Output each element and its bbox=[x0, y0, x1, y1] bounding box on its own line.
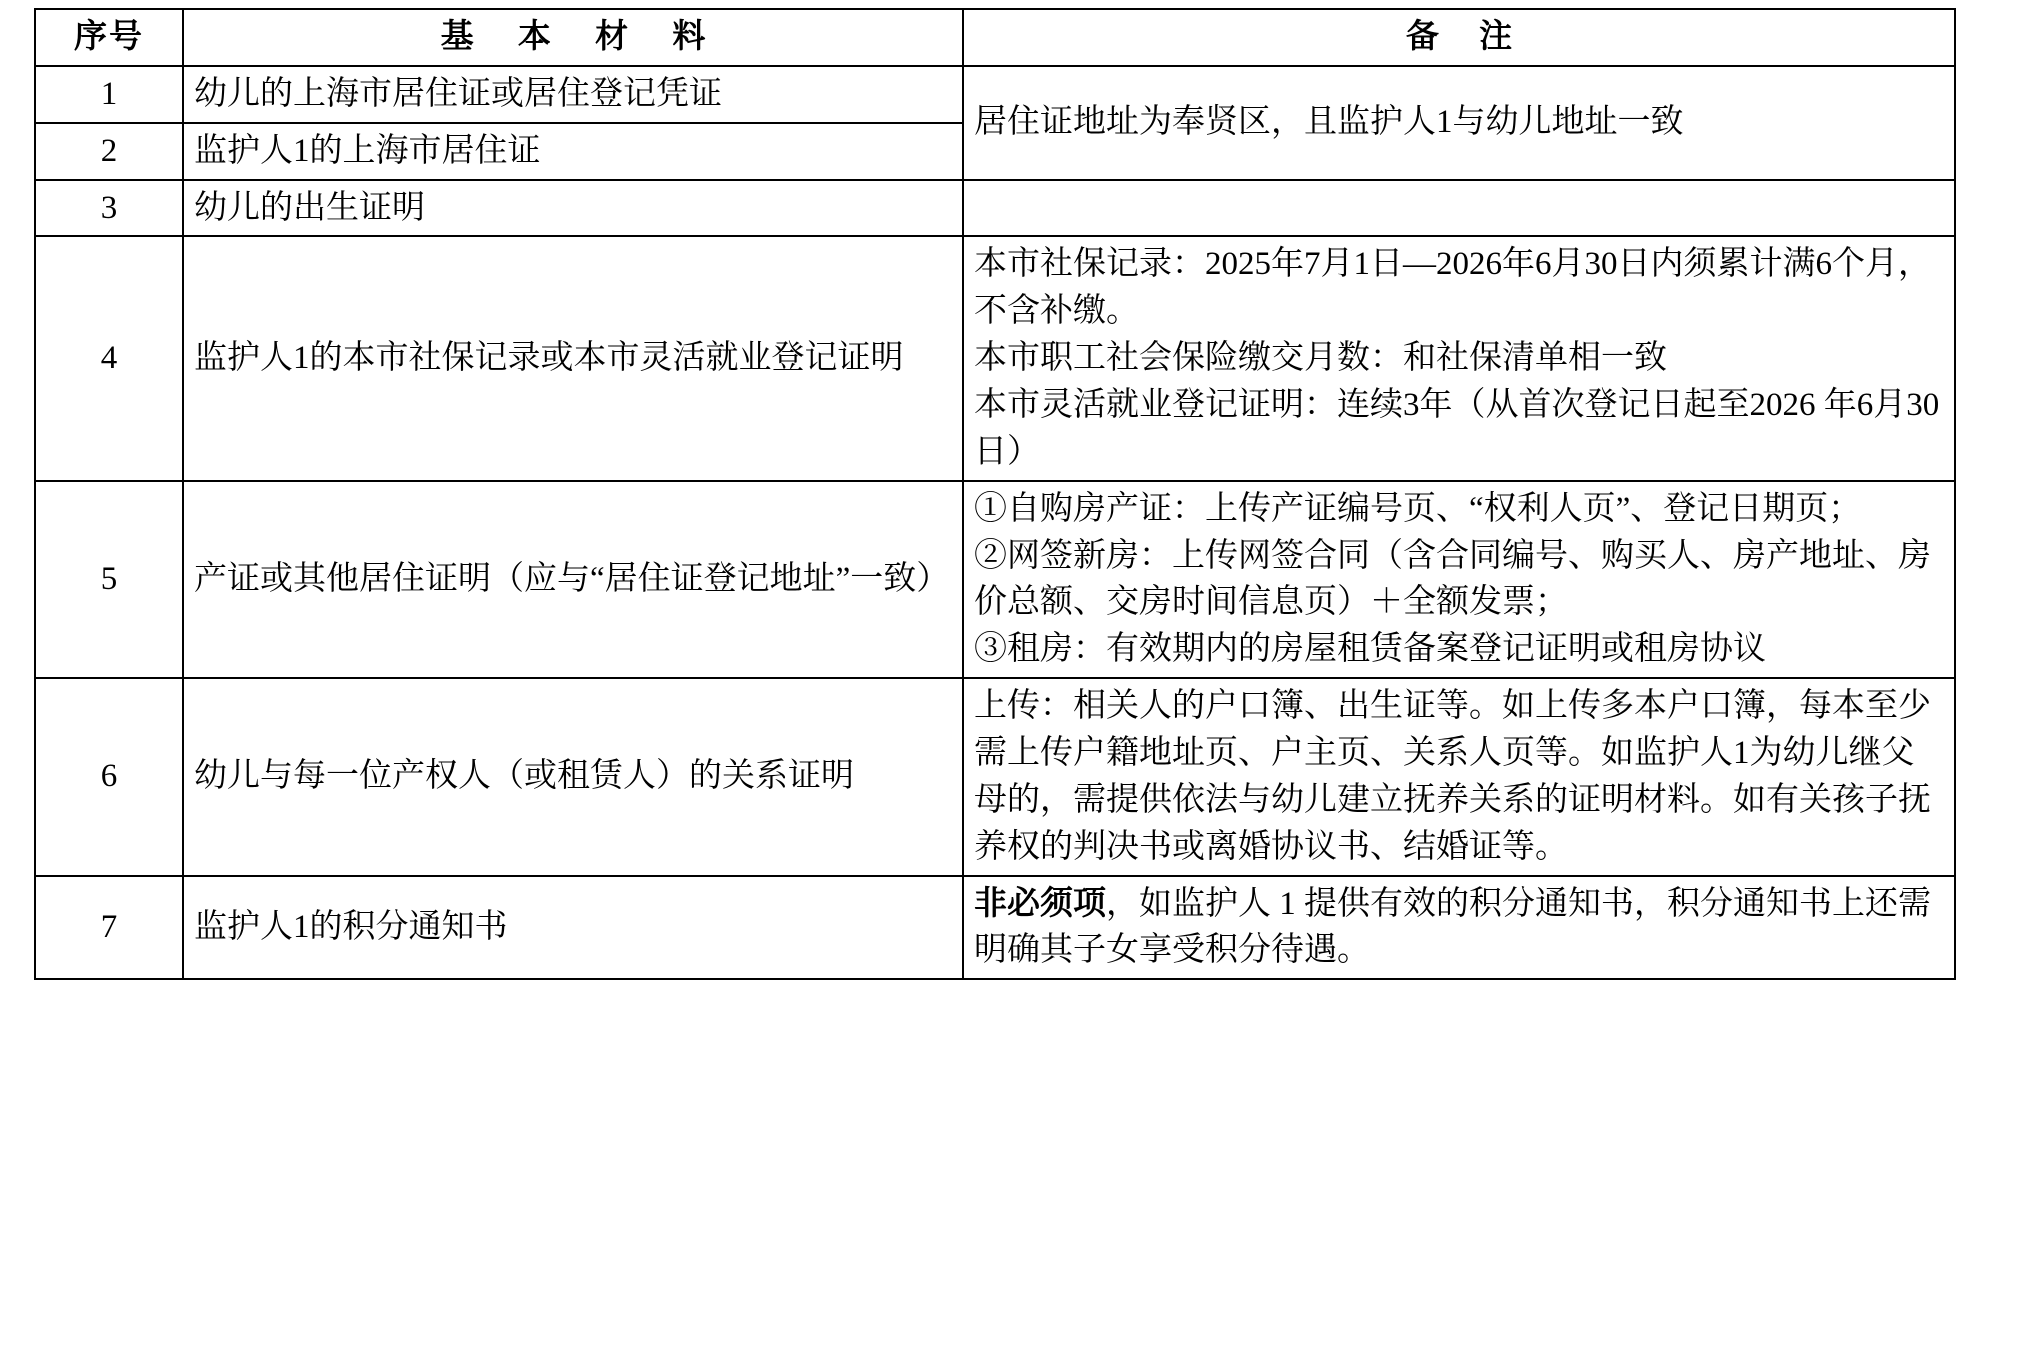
table-header bbox=[35, 9, 1955, 66]
cell-material: 幼儿的上海市居住证或居住登记凭证 bbox=[183, 66, 963, 123]
cell-no: 3 bbox=[35, 180, 183, 237]
cell-material: 幼儿的出生证明 bbox=[183, 180, 963, 237]
table-row bbox=[35, 481, 1955, 678]
remark-line: ②网签新房：上传网签合同（含合同编号、购买人、房产地址、房价总额、交房时间信息页）＋全额发票； bbox=[974, 537, 1931, 621]
table-body bbox=[35, 66, 1955, 979]
remark-emphasis: 非必须项 bbox=[974, 885, 1106, 922]
cell-no: 7 bbox=[35, 876, 183, 980]
remark-line: 本市职工社会保险缴交月数：和社保清单相一致 bbox=[974, 340, 1667, 377]
cell-remark: 上传：相关人的户口簿、出生证等。如上传多本户口簿，每本至少需上传户籍地址页、户主页、关系人页等。如监护人1为幼儿继父母的，需提供依法与幼儿建立抚养关系的证明材料。如有关孩子抚养权的判决书或离婚协议书、结婚证等。 bbox=[963, 678, 1955, 875]
table-row bbox=[35, 236, 1955, 480]
remark-text: ，如监护人 1 提供有效的积分通知书，积分通知书上还需明确其子女享受积分待遇。 bbox=[974, 885, 1931, 969]
cell-material: 产证或其他居住证明（应与“居住证登记地址”一致） bbox=[183, 481, 963, 678]
cell-material: 监护人1的本市社保记录或本市灵活就业登记证明 bbox=[183, 236, 963, 480]
table-header-row bbox=[35, 9, 1955, 66]
column-header-no: 序号 bbox=[35, 9, 183, 66]
column-header-remark: 备 注 bbox=[963, 9, 1955, 66]
cell-remark bbox=[963, 236, 1955, 480]
cell-no: 6 bbox=[35, 678, 183, 875]
remark-line: 本市社保记录：2025年7月1日—2026年6月30日内须累计满6个月，不含补缴。 bbox=[974, 246, 1931, 330]
table-row bbox=[35, 876, 1955, 980]
cell-remark-merged: 居住证地址为奉贤区，且监护人1与幼儿地址一致 bbox=[963, 66, 1955, 180]
cell-remark bbox=[963, 180, 1955, 237]
remark-line: ①自购房产证：上传产证编号页、“权利人页”、登记日期页； bbox=[974, 490, 1862, 527]
remark-line: ③租房：有效期内的房屋租赁备案登记证明或租房协议 bbox=[974, 631, 1766, 668]
table-row bbox=[35, 678, 1955, 875]
cell-no: 4 bbox=[35, 236, 183, 480]
materials-table bbox=[34, 8, 1956, 980]
column-header-material: 基 本 材 料 bbox=[183, 9, 963, 66]
cell-material: 监护人1的上海市居住证 bbox=[183, 123, 963, 180]
remark-line: 本市灵活就业登记证明：连续3年（从首次登记日起至2026 年6月30日） bbox=[974, 387, 1940, 470]
table-row bbox=[35, 66, 1955, 123]
cell-remark bbox=[963, 876, 1955, 980]
cell-no: 1 bbox=[35, 66, 183, 123]
cell-material: 监护人1的积分通知书 bbox=[183, 876, 963, 980]
cell-no: 5 bbox=[35, 481, 183, 678]
table-row bbox=[35, 180, 1955, 237]
cell-material: 幼儿与每一位产权人（或租赁人）的关系证明 bbox=[183, 678, 963, 875]
cell-remark bbox=[963, 481, 1955, 678]
cell-no: 2 bbox=[35, 123, 183, 180]
